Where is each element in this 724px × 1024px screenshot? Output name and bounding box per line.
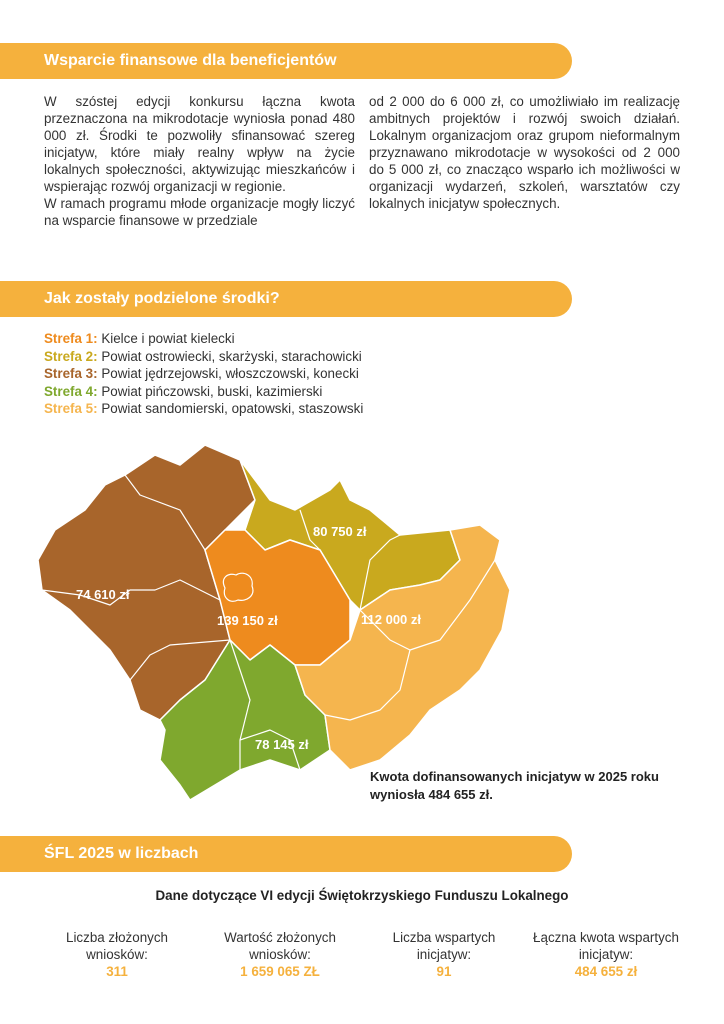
paragraph: W szóstej edycji konkursu łączna kwota przeznaczona na mikrodotacje wyniosła ponad 480 000 zł. Środki te pozwoliły sfinansować szereg inicjatyw, które miały realny wpływ na życie lokalnych społeczności, aktywizując mieszkańców i wspierając rozwój organizacji w regionie. bbox=[44, 94, 355, 194]
map-value-zone-4: 78 145 zł bbox=[255, 737, 309, 752]
stat-label: Liczba złożonych wniosków: bbox=[66, 930, 168, 962]
section-banner-financial bbox=[0, 43, 572, 79]
zone-item bbox=[44, 330, 363, 348]
stat-submitted-value bbox=[200, 929, 360, 980]
stat-label: Wartość złożonych wniosków: bbox=[224, 930, 336, 962]
section-title: Jak zostały podzielone środki? bbox=[44, 290, 280, 307]
section-banner-distribution bbox=[0, 281, 572, 317]
zone-item bbox=[44, 365, 363, 383]
zones-legend bbox=[44, 330, 363, 418]
map-value-zone-2: 80 750 zł bbox=[313, 524, 367, 539]
stat-supported-count bbox=[364, 929, 524, 980]
text-column-right bbox=[369, 93, 680, 212]
region-map bbox=[30, 440, 530, 820]
zone-text: Powiat ostrowiecki, skarżyski, starachowicki bbox=[101, 348, 362, 364]
zone-text: Kielce i powiat kielecki bbox=[101, 331, 235, 346]
stat-label: Liczba wspartych inicjatyw: bbox=[392, 930, 496, 962]
section-title: Wsparcie finansowe dla beneficjentów bbox=[44, 52, 337, 69]
paragraph: W ramach programu młode organizacje mogły liczyć na wsparcie finansowe w przedziale bbox=[44, 196, 355, 228]
text-column-left bbox=[44, 93, 355, 229]
section-banner-numbers bbox=[0, 836, 572, 872]
zone-item bbox=[44, 383, 363, 401]
section-title: ŚFL 2025 w liczbach bbox=[44, 845, 199, 862]
zone-item bbox=[44, 348, 363, 366]
funding-summary: Kwota dofinansowanych inicjatyw w 2025 roku wyniosła 484 655 zł. bbox=[370, 769, 659, 802]
zone-item bbox=[44, 400, 363, 418]
stats-subtitle: Dane dotyczące VI edycji Świętokrzyskiego Funduszu Lokalnego bbox=[155, 888, 569, 903]
zone-label: Strefa 5: bbox=[44, 401, 98, 416]
zone-text: Powiat jędrzejowski, włoszczowski, konecki bbox=[101, 366, 359, 381]
stat-value: 1 659 065 ZŁ bbox=[240, 964, 320, 979]
stat-value: 484 655 zł bbox=[574, 964, 638, 979]
zone-text: Powiat sandomierski, opatowski, staszowski bbox=[101, 401, 364, 416]
stat-value: 91 bbox=[436, 964, 452, 979]
stat-value: 311 bbox=[106, 964, 128, 979]
zone-label: Strefa 3: bbox=[44, 366, 98, 381]
map-value-zone-5: 112 000 zł bbox=[361, 612, 421, 627]
paragraph: od 2 000 do 6 000 zł, co umożliwiało im realizację ambitnych projektów i rozwój swoich działań. Lokalnym organizacjom oraz grupom nieformalnym przyznawano mikrodotacje w wysokości od 2 000 do 5 000 zł, co znacząco wsparło ich możliwości w organizacji wydarzeń, szkoleń, warsztatów czy lokalnych inicjatyw społecznych. bbox=[369, 94, 680, 211]
zone-text: Powiat pińczowski, buski, kazimierski bbox=[101, 383, 323, 399]
zone-label: Strefa 1: bbox=[44, 331, 98, 346]
stat-label: Łączna kwota wspartych inicjatyw: bbox=[533, 930, 679, 962]
zone-label: Strefa 2: bbox=[44, 348, 98, 364]
map-value-zone-1: 139 150 zł bbox=[217, 613, 278, 628]
zone-label: Strefa 4: bbox=[44, 383, 98, 399]
stat-supported-value bbox=[526, 929, 686, 980]
stat-submitted-count bbox=[37, 929, 197, 980]
map-value-zone-3: 74 610 zł bbox=[76, 587, 130, 602]
